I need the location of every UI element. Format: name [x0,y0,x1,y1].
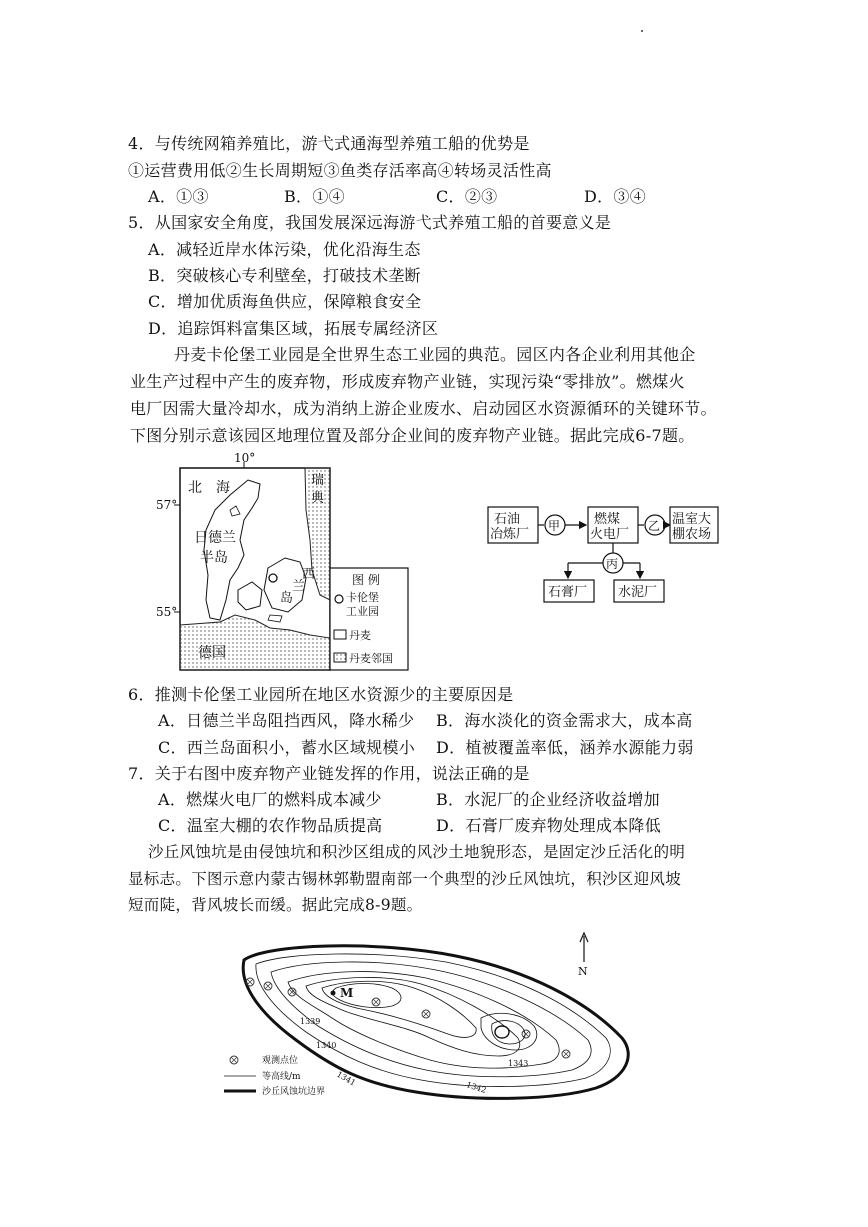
passage1-line-2: 业生产过程中产生的废弃物，形成废弃物产业链，实现污染“零排放”。燃煤火 [130,372,685,391]
bing-label: 丙 [606,557,619,571]
cement-label: 水泥厂 [618,585,658,600]
waste-chain-diagram [480,495,720,610]
q6-option-b[interactable]: B．海水淡化的资金需求大，成本高 [436,711,693,730]
legend-neighbor-label: 丹麦邻国 [349,652,393,665]
zealand-label-3: 岛 [280,591,294,606]
zealand-label-1: 西 [302,567,316,582]
q5-stem: 5．从国家安全角度，我国发展深远海游弋式养殖工船的首要意义是 [128,213,612,232]
zealand-label-2: 兰 [292,579,306,594]
q5-option-b[interactable]: B．突破核心专利壁垒，打破技术垄断 [148,266,421,285]
north-sea-label: 北 海 [188,480,230,496]
q4-stem: 4．与传统网箱养殖比，游弋式通海型养殖工船的优势是 [128,134,530,153]
yi-label: 乙 [648,519,661,533]
q5-option-a[interactable]: A．减轻近岸水体污染，优化沿海生态 [148,240,421,259]
q6-stem: 6．推测卡伦堡工业园所在地区水资源少的主要原因是 [128,685,514,704]
legend-boundary-label: 沙丘风蚀坑边界 [262,1087,326,1097]
longitude-10-label: 10° [234,451,256,465]
latitude-57-label: 57° [156,498,178,512]
refinery-label-1: 石油 [494,512,521,527]
q5-option-d[interactable]: D．追踪饵料富集区域，拓展专属经济区 [148,319,439,338]
q6-option-a[interactable]: A．日德兰半岛阻挡西风，降水稀少 [158,711,415,730]
power-label-2: 火电厂 [590,527,630,542]
legend-denmark-label: 丹麦 [349,629,371,642]
q7-option-a[interactable]: A．燃煤火电厂的燃料成本减少 [158,790,382,809]
contour-1343-label: 1343 [508,1059,529,1068]
legend-park-icon [335,595,343,603]
point-m-marker [331,991,336,996]
passage2-line-2: 显标志。下图示意内蒙古锡林郭勒盟南部一个典型的沙丘风蚀坑，积沙区迎风坡 [128,870,682,888]
q5-option-c[interactable]: C．增加优质海鱼供应，保障粮食安全 [148,292,422,311]
kalundborg-marker [269,574,277,582]
passage1-line-3: 电厂因需大量冷却水，成为消纳上游企业废水、启动园区水资源循环的关键环节。 [130,399,717,418]
greenhouse-label-1: 温室大 [672,512,712,527]
gypsum-label: 石膏厂 [548,585,588,600]
dune-summit [495,1026,509,1038]
q4-option-a[interactable]: A．①③ [148,187,209,206]
legend-title: 图 例 [352,573,380,587]
observation-points [246,978,570,1058]
q7-option-c[interactable]: C．温室大棚的农作物品质提高 [158,816,383,835]
power-label-1: 燃煤 [594,512,621,527]
germany-label: 德国 [198,645,226,661]
q4-option-c[interactable]: C．②③ [436,187,498,206]
q7-option-b[interactable]: B．水泥厂的企业经济收益增加 [436,790,660,809]
jutland-label-1: 日德兰 [194,530,236,546]
jia-label: 甲 [548,519,561,533]
q6-option-d[interactable]: D．植被覆盖率低，涵养水源能力弱 [436,738,694,757]
latitude-55-label: 55° [156,605,178,619]
refinery-label-2: 冶炼厂 [490,527,530,542]
passage1-line-1: 丹麦卡伦堡工业园是全世界生态工业园的典范。园区内各企业利用其他企 [174,345,696,364]
contour-1342-label: 1342 [465,1080,488,1096]
q4-option-b[interactable]: B．①④ [284,187,345,206]
sweden-label-1: 瑞 [311,473,325,488]
legend-observation-label: 观测点位 [262,1056,299,1066]
legend-neighbor-swatch [334,653,346,662]
blowout-contour-map [226,930,656,1115]
contour-1340-label: 1340 [316,1041,337,1050]
legend-park-label-2: 工业园 [346,605,379,618]
q6-option-c[interactable]: C．西兰岛面积小，蓄水区域规模小 [158,738,416,757]
passage2-line-1: 沙丘风蚀坑是由侵蚀坑和积沙区组成的风沙土地貌形态，是固定沙丘活化的明 [148,843,686,861]
passage1-line-4: 下图分别示意该园区地理位置及部分企业间的废弃物产业链。据此完成6-7题。 [130,426,695,445]
point-m-label: M [340,986,354,1000]
q7-stem: 7．关于右图中废弃物产业链发挥的作用，说法正确的是 [128,764,530,783]
scan-speck [641,30,643,32]
contour-1341-label: 1341 [335,1069,358,1088]
legend-denmark-swatch [334,630,346,639]
jutland-label-2: 半岛 [200,550,228,566]
legend-contour-label: 等高线/m [262,1072,301,1082]
passage2-line-3: 短而陡，背风坡长而缓。据此完成8-9题。 [128,896,423,914]
sweden-label-2: 典 [311,491,325,506]
q4-items: ①运营费用低②生长周期短③鱼类存活率高④转场灵活性高 [128,161,552,180]
greenhouse-label-2: 棚农场 [672,527,712,542]
north-arrow-label: N [578,965,588,978]
q4-option-d[interactable]: D．③④ [584,187,647,206]
contour-map-legend [224,1054,325,1097]
denmark-location-map [156,450,420,680]
legend-park-label-1: 卡伦堡 [346,591,379,604]
contour-1339-label: 1339 [300,1017,321,1026]
q7-option-d[interactable]: D．石膏厂废弃物处理成本降低 [436,816,662,835]
